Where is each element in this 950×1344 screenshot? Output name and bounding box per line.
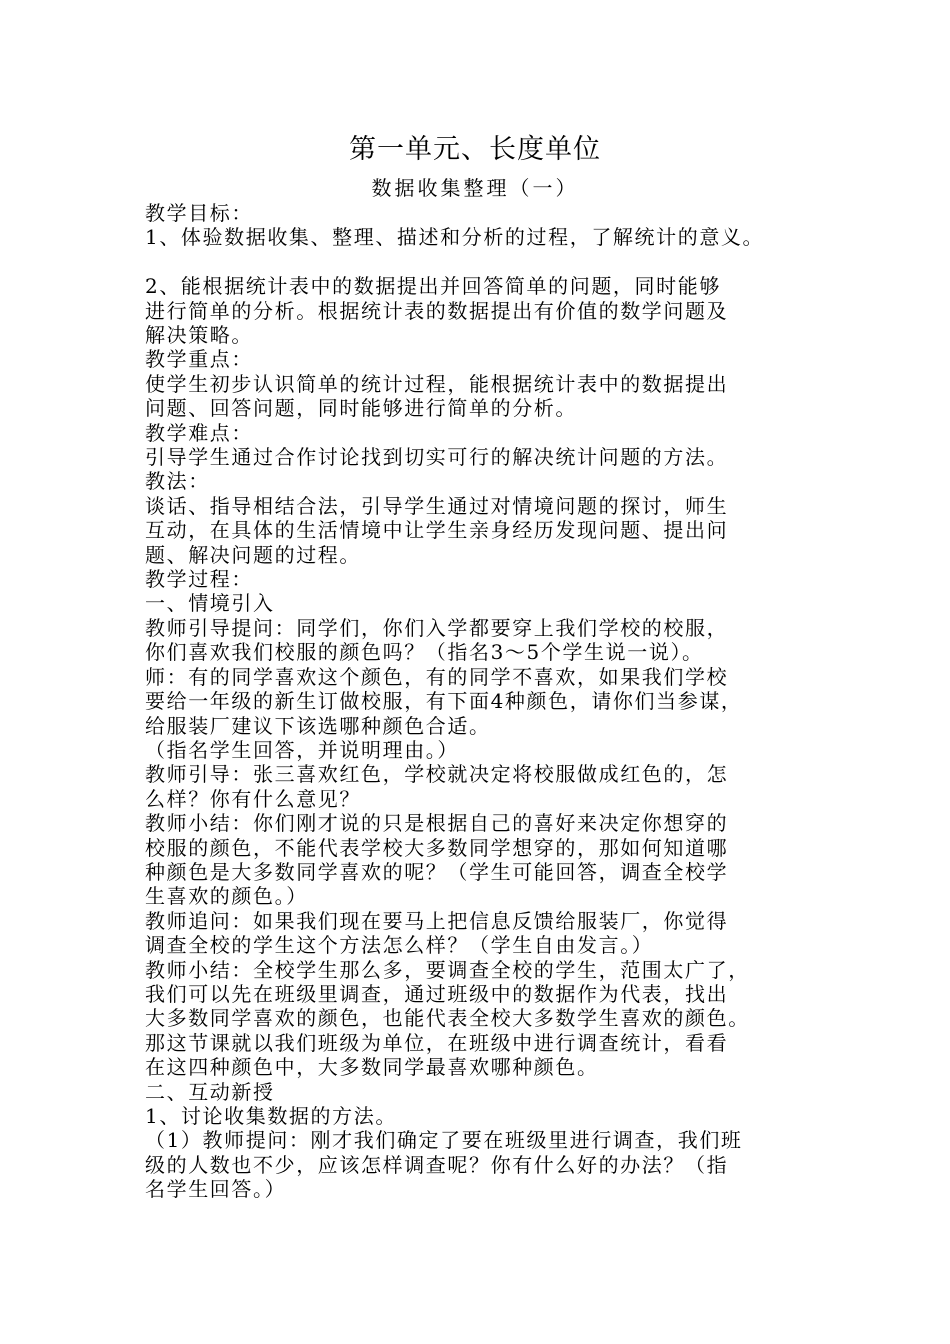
text-line: 名学生回答。）: [145, 1177, 287, 1202]
text-line: 级的人数也不少，应该怎样调查呢？你有什么好的办法？（指: [145, 1152, 729, 1177]
text-line: 要给一年级的新生订做校服，有下面4种颜色，请你们当参谋，: [145, 689, 743, 714]
text-line: 二、互动新授: [145, 1079, 275, 1104]
text-line: 教师小结：你们刚才说的只是根据自己的喜好来决定你想穿的: [145, 811, 729, 836]
text-line: 一、情境引入: [145, 591, 275, 616]
text-line: （1）教师提问：刚才我们确定了要在班级里进行调查，我们班: [145, 1128, 743, 1153]
blank-line: [145, 250, 813, 274]
page-title: 第一单元、长度单位: [349, 134, 601, 165]
text-line: 问题、回答问题，同时能够进行简单的分析。: [145, 396, 577, 421]
text-line: 生喜欢的颜色。）: [145, 884, 308, 909]
text-line: 进行简单的分析。根据统计表的数据提出有价值的数学问题及: [145, 298, 729, 323]
text-line: 我们可以先在班级里调查，通过班级中的数据作为代表，找出: [145, 981, 729, 1006]
text-line: 教学重点：: [145, 347, 253, 372]
text-line: 调查全校的学生这个方法怎么样？（学生自由发言。）: [145, 933, 654, 958]
text-line: 使学生初步认识简单的统计过程，能根据统计表中的数据提出: [145, 371, 729, 396]
text-line: 1、体验数据收集、整理、描述和分析的过程，了解统计的意义。: [145, 225, 765, 250]
text-line: 谈话、指导相结合法，引导学生通过对情境问题的探讨，师生: [145, 493, 729, 518]
text-line: 种颜色是大多数同学喜欢的呢？（学生可能回答，调查全校学: [145, 859, 729, 884]
page-subtitle: 数据收集整理（一）: [371, 176, 579, 200]
text-line: 教学目标：: [145, 201, 253, 225]
text-line: （指名学生回答，并说明理由。）: [145, 737, 459, 762]
text-line: 解决策略。: [145, 323, 253, 348]
document-body: [145, 201, 813, 1202]
text-line: 1、讨论收集数据的方法。: [145, 1104, 397, 1129]
text-line: 么样？你有什么意见？: [145, 786, 361, 811]
text-line: 教师引导：张三喜欢红色，学校就决定将校服做成红色的，怎: [145, 762, 729, 787]
text-line: 大多数同学喜欢的颜色，也能代表全校大多数学生喜欢的颜色。: [145, 1006, 750, 1031]
text-line: 教学过程：: [145, 567, 253, 592]
text-line: 2、能根据统计表中的数据提出并回答简单的问题，同时能够: [145, 274, 721, 299]
text-line: 教师引导提问：同学们，你们入学都要穿上我们学校的校服，: [145, 615, 729, 640]
text-line: 在这四种颜色中，大多数同学最喜欢哪种颜色。: [145, 1055, 599, 1080]
text-line: 师：有的同学喜欢这个颜色，有的同学不喜欢，如果我们学校: [145, 664, 729, 689]
text-line: 引导学生通过合作讨论找到切实可行的解决统计问题的方法。: [145, 445, 729, 470]
text-line: 教学难点：: [145, 420, 253, 445]
text-line: 给服装厂建议下该选哪种颜色合适。: [145, 713, 491, 738]
text-line: 教法：: [145, 469, 210, 494]
text-line: 教师小结：全校学生那么多，要调查全校的学生，范围太广了，: [145, 957, 750, 982]
text-line: 教师追问：如果我们现在要马上把信息反馈给服装厂，你觉得: [145, 908, 729, 933]
text-line: 校服的颜色，不能代表学校大多数同学想穿的，那如何知道哪: [145, 835, 729, 860]
text-line: 那这节课就以我们班级为单位，在班级中进行调查统计，看看: [145, 1030, 729, 1055]
text-line: 你们喜欢我们校服的颜色吗？（指名3～5个学生说一说）。: [145, 640, 704, 665]
text-line: 互动，在具体的生活情境中让学生亲身经历发现问题、提出问: [145, 518, 729, 543]
text-line: 题、解决问题的过程。: [145, 542, 361, 567]
